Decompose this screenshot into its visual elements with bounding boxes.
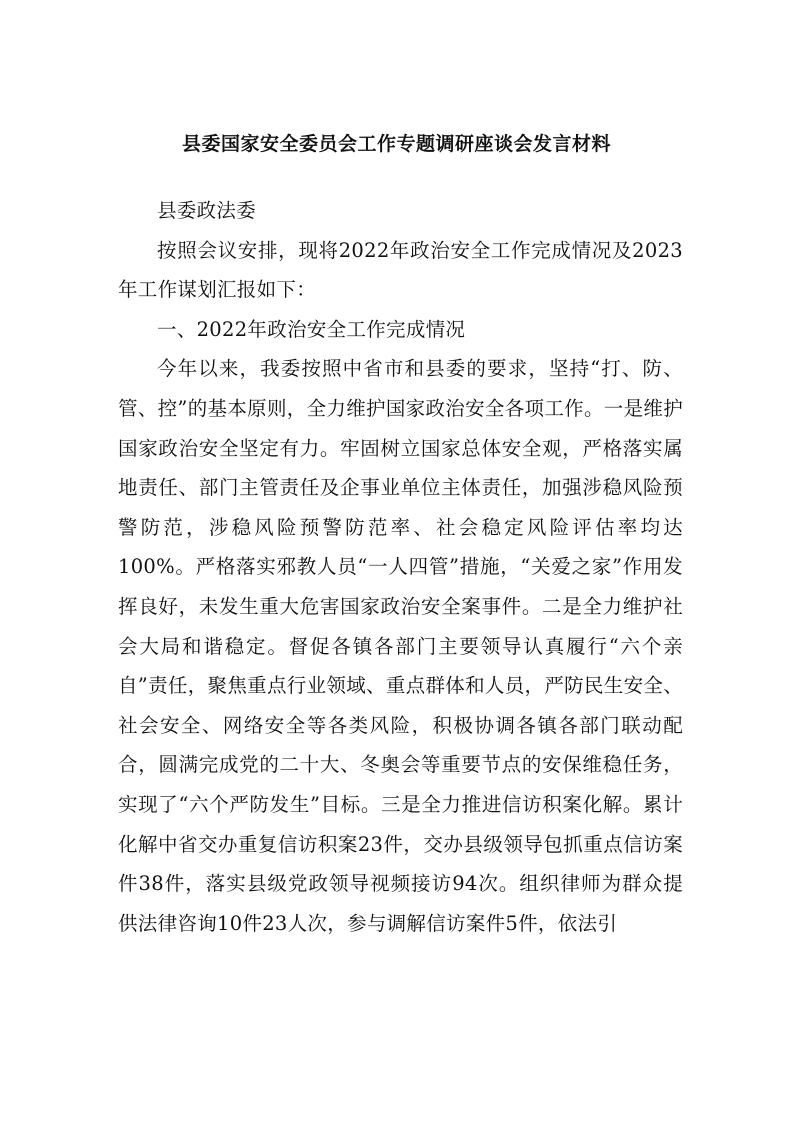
document-body <box>118 191 683 943</box>
intro-paragraph: 按照会议安排，现将2022年政治安全工作完成情况及2023年工作谋划汇报如下： <box>118 238 683 302</box>
section-heading: 一、2022年政治安全工作完成情况 <box>157 317 466 341</box>
author-line: 县委政法委 <box>157 199 257 222</box>
body-paragraph: 今年以来，我委按照中省市和县委的要求，坚持“打、防、管、控”的基本原则，全力维护国家政治安全各项工作。一是维护国家政治安全坚定有力。牢固树立国家总体安全观，严格落实属地责任、部门主管责任及企事业单位主体责任，加强涉稳风险预警防范，涉稳风险预警防范率、社会稳定风险评估率均达100%。严格落实邪教人员“一人四管”措施，“关爱之家”作用发挥良好，未发生重大危害国家政治安全案事件。二是全力维护社会大局和谐稳定。督促各镇各部门主要领导认真履行“六个亲自”责任，聚焦重点行业领域、重点群体和人员，严防民生安全、社会安全、网络安全等各类风险，积极协调各镇各部门联动配合，圆满完成党的二十大、冬奥会等重要节点的安保维稳任务，实现了“六个严防发生”目标。三是全力推进信访积案化解。累计化解中省交办重复信访积案23件，交办县级领导包抓重点信访案件38件，落实县级党政领导视频接访94次。组织律师为群众提供法律咨询10件23人次，参与调解信访案件5件，依法引 <box>118 357 683 935</box>
document-title: 县委国家安全委员会工作专题调研座谈会发言材料 <box>181 133 611 155</box>
